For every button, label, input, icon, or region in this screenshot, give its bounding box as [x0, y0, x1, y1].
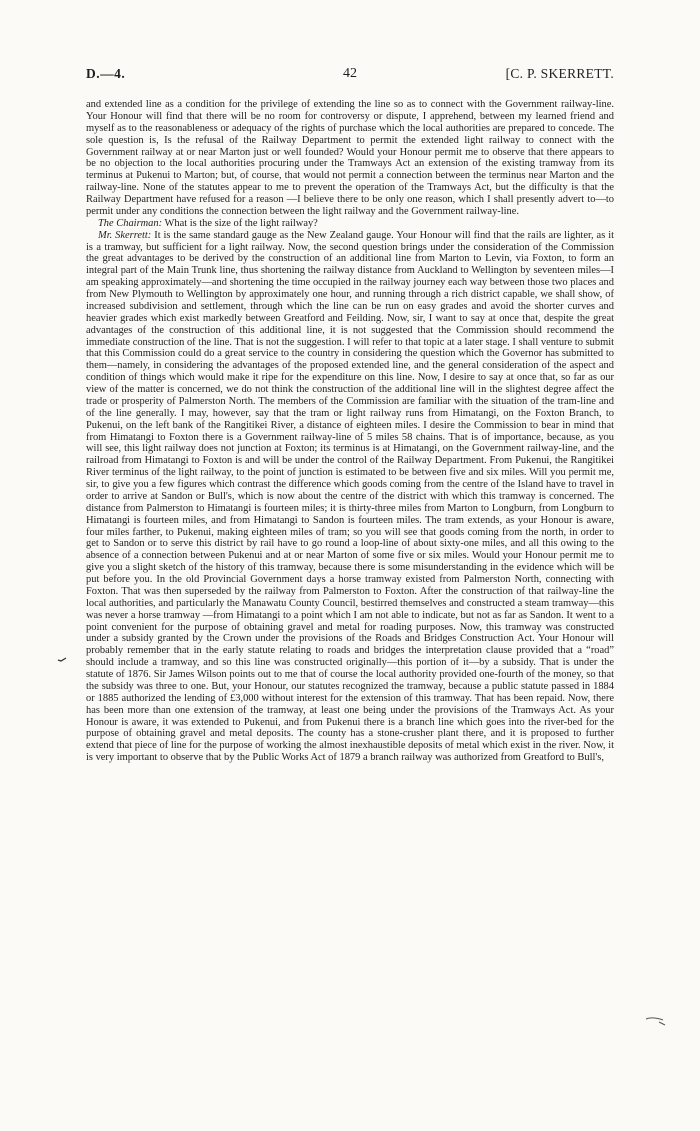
paragraph-text: What is the size of the light railway? — [162, 217, 318, 229]
paragraph — [86, 218, 614, 230]
page-header — [86, 66, 614, 86]
paragraph — [86, 99, 614, 218]
speaker-running-head: [C. P. SKERRETT. — [505, 66, 614, 81]
speaker-name: The Chairman: — [98, 217, 163, 229]
parliamentary-paper-ref: D.—4. — [86, 66, 126, 81]
body-text — [86, 99, 614, 764]
margin-tick-icon — [57, 657, 67, 663]
paragraph-text: It is the same standard gauge as the New Zealand gauge. Your Honour will find that the rails are lighter, as it is a tramway, but sufficient for a light railway. Now, the second question brings under the consideration of the Commission the great advantages to be derived by the construction of an additional line from Marton to Levin, via Foxton, to form an integral part of the Main Trunk line, thus shortening the railway distance from Auckland to Wellington by seventeen miles—I am speaking approximately—and shortening the time occupied in the railway journey each way between those two places and from New Plymouth to Wellington by approximately one hour, and running through a rich district capable, we shall show, of increased subdivision and settlement, through which the line can be run on easy grades and avoid the shorter curves and heavier grades which exist markedly between Greatford and Feilding. Now, sir, I want to say at once that, despite the great advantages of the construction of this additional line, it is not suggested that the Commission should recommend the immediate construction of the line. That is not the suggestion. I will refer to that topic at a later stage. I shall venture to submit that this Commission could do a great service to the country in considering the question which the Governor has submitted to them—namely, in considering the advantages of the proposed extended line, and the general consideration of the aspect and condition of things which would make it ripe for the expenditure on this line. Now, I desire to say at once that, so far as our view of the matter is concerned, we do not think the construction of the additional line will in the slightest degree affect the trade or prosperity of Palmerston North. The members of the Commission are familiar with the situation of the tram-line and of the line generally. I may, however, say that the tram or light railway runs from Himatangi, on the Foxton Branch, to Pukenui, on the left bank of the Rangitikei River, a distance of eighteen miles. I desire the Commission to bear in mind that from Himatangi to Foxton there is a Government railway-line of 5 miles 58 chains. That is of importance, because, as you will see, this light railway does not junction at Foxton; its terminus is at Himatangi, on the Government railway-line, and the railroad from Himatangi to Foxton is and will be under the control of the Railway Department. From Pukenui, the Rangitikei River terminus of the light railway, to the point of junction is estimated to be between five and six miles. Will you permit me, sir, to give you a few figures which contrast the difference which goods coming from the centre of the Island have to travel in order to arrive at Sandon or Bull's, which is now about the centre of the district with which this tramway is concerned. The distance from Palmerston to Himatangi is fourteen miles; it is thirty-three miles from Marton to Longburn, from Longburn to Himatangi is fourteen miles, and from Himatangi to Sandon is fourteen miles. The tram extends, as your Honour is aware, four miles farther, to Pukenui, making eighteen miles of tram; so you will see that goods coming from the north, in order to get to Sandon or to serve this district by rail have to go round a loop-line of about sixty-one miles, and all this owing to the absence of a connection between Pukenui and at or near Marton of some five or six miles. Would your Honour permit me to give you a slight sketch of the history of this tramway, because there is some misunderstanding in the evidence which will be put before you. In the old Provincial Government days a horse tramway existed from Palmerston North, connecting with Foxton. That was then superseded by the railway from Palmerston to Foxton. After the construction of that railway-line the local authorities, and particularly the Manawatu County Council, bestirred themselves and constructed a steam tramway—this was never a horse tramway —from Himatangi to a point which I am not able to indicate, but not as far as Sandon. It went to a point convenient for the purpose of obtaining gravel and metal for roading purposes. Now, this tramway was constructed under a subsidy granted by the Crown under the provisions of the Roads and Bridges Construction Act. Your Honour will probably remember that in the early statute relating to roads and bridges the interpretation clause provided that a “road” should include a tramway, and so this line was constructed originally—this portion of it—by a subsidy. That is under the statute of 1876. Sir James Wilson points out to me that of course the local authority provided one-fourth of the money, so that the subsidy was three to one. But, your Honour, our statutes recognized the tramway, because a public statute passed in 1884 or 1885 authorized the lending of £3,000 without interest for the extension of this tramway. That has been repaid. Now, there has been more than one extension of the tramway, at least one being under the provisions of the Tramways Act. As your Honour is aware, it was extended to Pukenui, and from Pukenui there is a branch line which goes into the river-bed for the purpose of obtaining gravel and metal deposits. The county has a stone-crusher plant there, and it is proposed to further extend that piece of line for the purpose of working the almost inexhaustible deposits of metal which exist in the river. Now, it is very important to observe that by the Public Works Act of 1879 a branch railway was authorized from Greatford to Bull's, — [86, 229, 614, 764]
paragraph-text: and extended line as a condition for the privilege of extending the line so as to connect with the Government railway-line. Your Honour will find that there will be no room for controversy or dispute, I apprehend, between my learned friend and myself as to the reasonableness or adequacy of the rights of purchase which the local authorities are prepared to concede. The sole question is, Is the refusal of the Railway Department to permit the extended light railway to connect with the Government railway at or near Marton just or well founded? Would your Honour permit me to observe that there appears to be no objection to the local authorities procuring under the Tramways Act an extension of the existing tramway from its terminus at Pukenui to Marton; but, of course, that would not permit a connection between the terminus near Marton and the railway-line. None of the statutes appear to me to prevent the operation of the Tramways Act, but the difficulty is that the Railway Department have refused for a reason —I believe there to be only one reason, which I shall presently advert to—to permit under any conditions the connection between the light railway and the Government railway-line. — [86, 99, 614, 217]
page-number: 42 — [343, 66, 357, 81]
paragraph — [86, 230, 614, 764]
speaker-name: Mr. Skerrett: — [98, 229, 152, 241]
margin-pencil-mark-icon — [645, 1014, 667, 1028]
